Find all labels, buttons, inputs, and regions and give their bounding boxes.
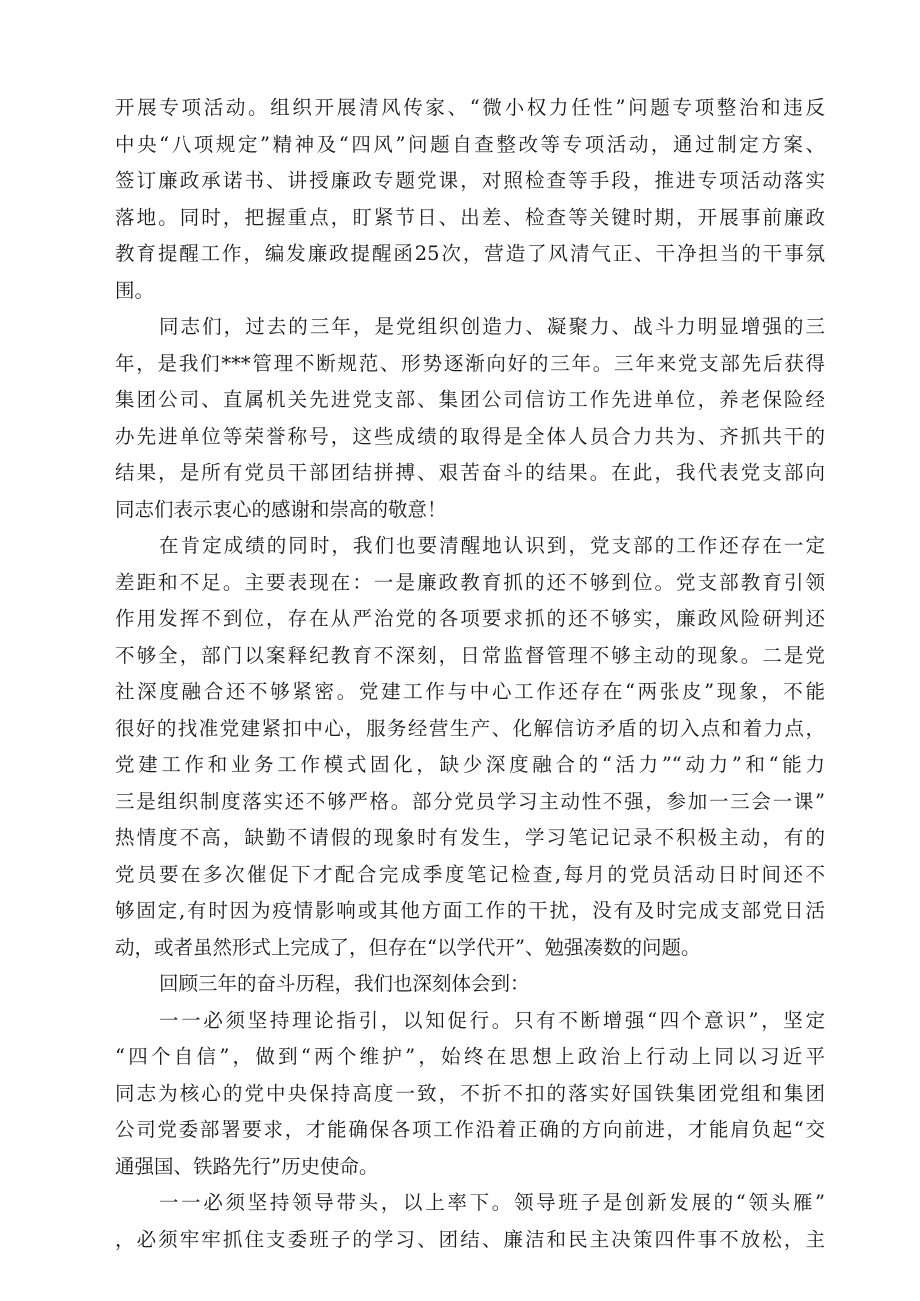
text-line: 同志们表示衷心的感谢和崇高的敬意！ bbox=[115, 497, 447, 521]
text-line: 在肯定成绩的同时，我们也要清醒地认识到，党支部的工作还存在一定 bbox=[159, 534, 825, 557]
text-line: 同志为核心的党中央保持高度一致，不折不扣的落实好国铁集团党组和集团 bbox=[115, 1081, 825, 1105]
text-line: 一一必须坚持理论指引，以知促行。只有不断增强“四个意识”，坚定 bbox=[159, 1008, 825, 1032]
text-line: 办先进单位等荣誉称号，这些成绩的取得是全体人员合力共为、齐抓共干的 bbox=[115, 424, 825, 448]
text-line: 通强国、铁路先行”历史使命。 bbox=[115, 1154, 379, 1178]
text-line: 不够全，部门以案释纪教育不深刻，日常监督管理不够主动的现象。二是党 bbox=[115, 643, 825, 667]
text-line: 集团公司、直属机关先进党支部、集团公司信访工作先进单位，养老保险经 bbox=[115, 388, 825, 411]
text-line: 落地。同时，把握重点，盯紧节日、出差、检查等关键时期，开展事前廉政 bbox=[115, 205, 825, 229]
text-line: “四个自信”，做到“两个维护”，始终在思想上政治上行动上同以习近平 bbox=[115, 1045, 825, 1068]
text-line: 开展专项活动。组织开展清风传家、“微小权力任性”问题专项整治和违反 bbox=[115, 96, 825, 119]
paragraph bbox=[115, 966, 825, 1003]
text-line: 公司党委部署要求，才能确保各项工作沿着正确的方向前进，才能肩负起“交 bbox=[115, 1118, 825, 1141]
paragraph bbox=[115, 528, 825, 966]
text-line: 很好的找准党建紧扣中心，服务经营生产、化解信访矛盾的切入点和着力点， bbox=[115, 716, 825, 740]
text-line: 党员要在多次催促下才配合完成季度笔记检查,每月的党员活动日时间还不 bbox=[115, 862, 825, 886]
text-line: 三是组织制度落实还不够严格。部分党员学习主动性不强，参加一三会一课” bbox=[115, 789, 825, 813]
paragraph bbox=[115, 309, 825, 528]
document-page bbox=[115, 90, 825, 1258]
text-line: 够固定,有时因为疫情影响或其他方面工作的干扰，没有及时完成支部党日活 bbox=[115, 899, 825, 922]
paragraph bbox=[115, 1185, 825, 1258]
text-line: 签订廉政承诺书、讲授廉政专题党课，对照检查等手段，推进专项活动落实 bbox=[115, 169, 825, 192]
text-line: 一一必须坚持领导带头，以上率下。领导班子是创新发展的“领头雁” bbox=[159, 1191, 825, 1214]
paragraph bbox=[115, 90, 825, 309]
text-line: 回顾三年的奋斗历程，我们也深刻体会到： bbox=[159, 972, 530, 995]
text-line: 结果，是所有党员干部团结拼搏、艰苦奋斗的结果。在此，我代表党支部向 bbox=[115, 461, 825, 484]
text-line: 热情度不高，缺勤不请假的现象时有发生，学习笔记记录不积极主动，有的 bbox=[115, 826, 825, 849]
text-line: 年，是我们***管理不断规范、形势逐渐向好的三年。三年来党支部先后获得 bbox=[115, 351, 825, 375]
text-line: 作用发挥不到位，存在从严治党的各项要求抓的还不够实，廉政风险研判还 bbox=[115, 607, 825, 630]
paragraph bbox=[115, 1003, 825, 1186]
text-line: 差距和不足。主要表现在：一是廉政教育抓的还不够到位。党支部教育引领 bbox=[115, 570, 825, 594]
text-line: 中央“八项规定”精神及“四风”问题自查整改等专项活动，通过制定方案、 bbox=[115, 132, 825, 156]
text-line: 教育提醒工作，编发廉政提醒函25次，营造了风清气正、干净担当的干事氛 bbox=[115, 242, 825, 265]
text-line: ，必须牢牢抓住支委班子的学习、团结、廉洁和民主决策四件事不放松，主 bbox=[115, 1227, 825, 1251]
text-line: 同志们，过去的三年，是党组织创造力、凝聚力、战斗力明显增强的三 bbox=[159, 315, 825, 338]
text-line: 社深度融合还不够紧密。党建工作与中心工作还存在“两张皮”现象，不能 bbox=[115, 680, 825, 703]
text-line: 动，或者虽然形式上完成了，但存在“以学代开”、勉强凑数的问题。 bbox=[115, 935, 701, 959]
text-line: 党建工作和业务工作模式固化，缺少深度融合的“活力”“动力”和“能力 bbox=[115, 753, 825, 776]
text-line: 围。 bbox=[115, 278, 155, 302]
